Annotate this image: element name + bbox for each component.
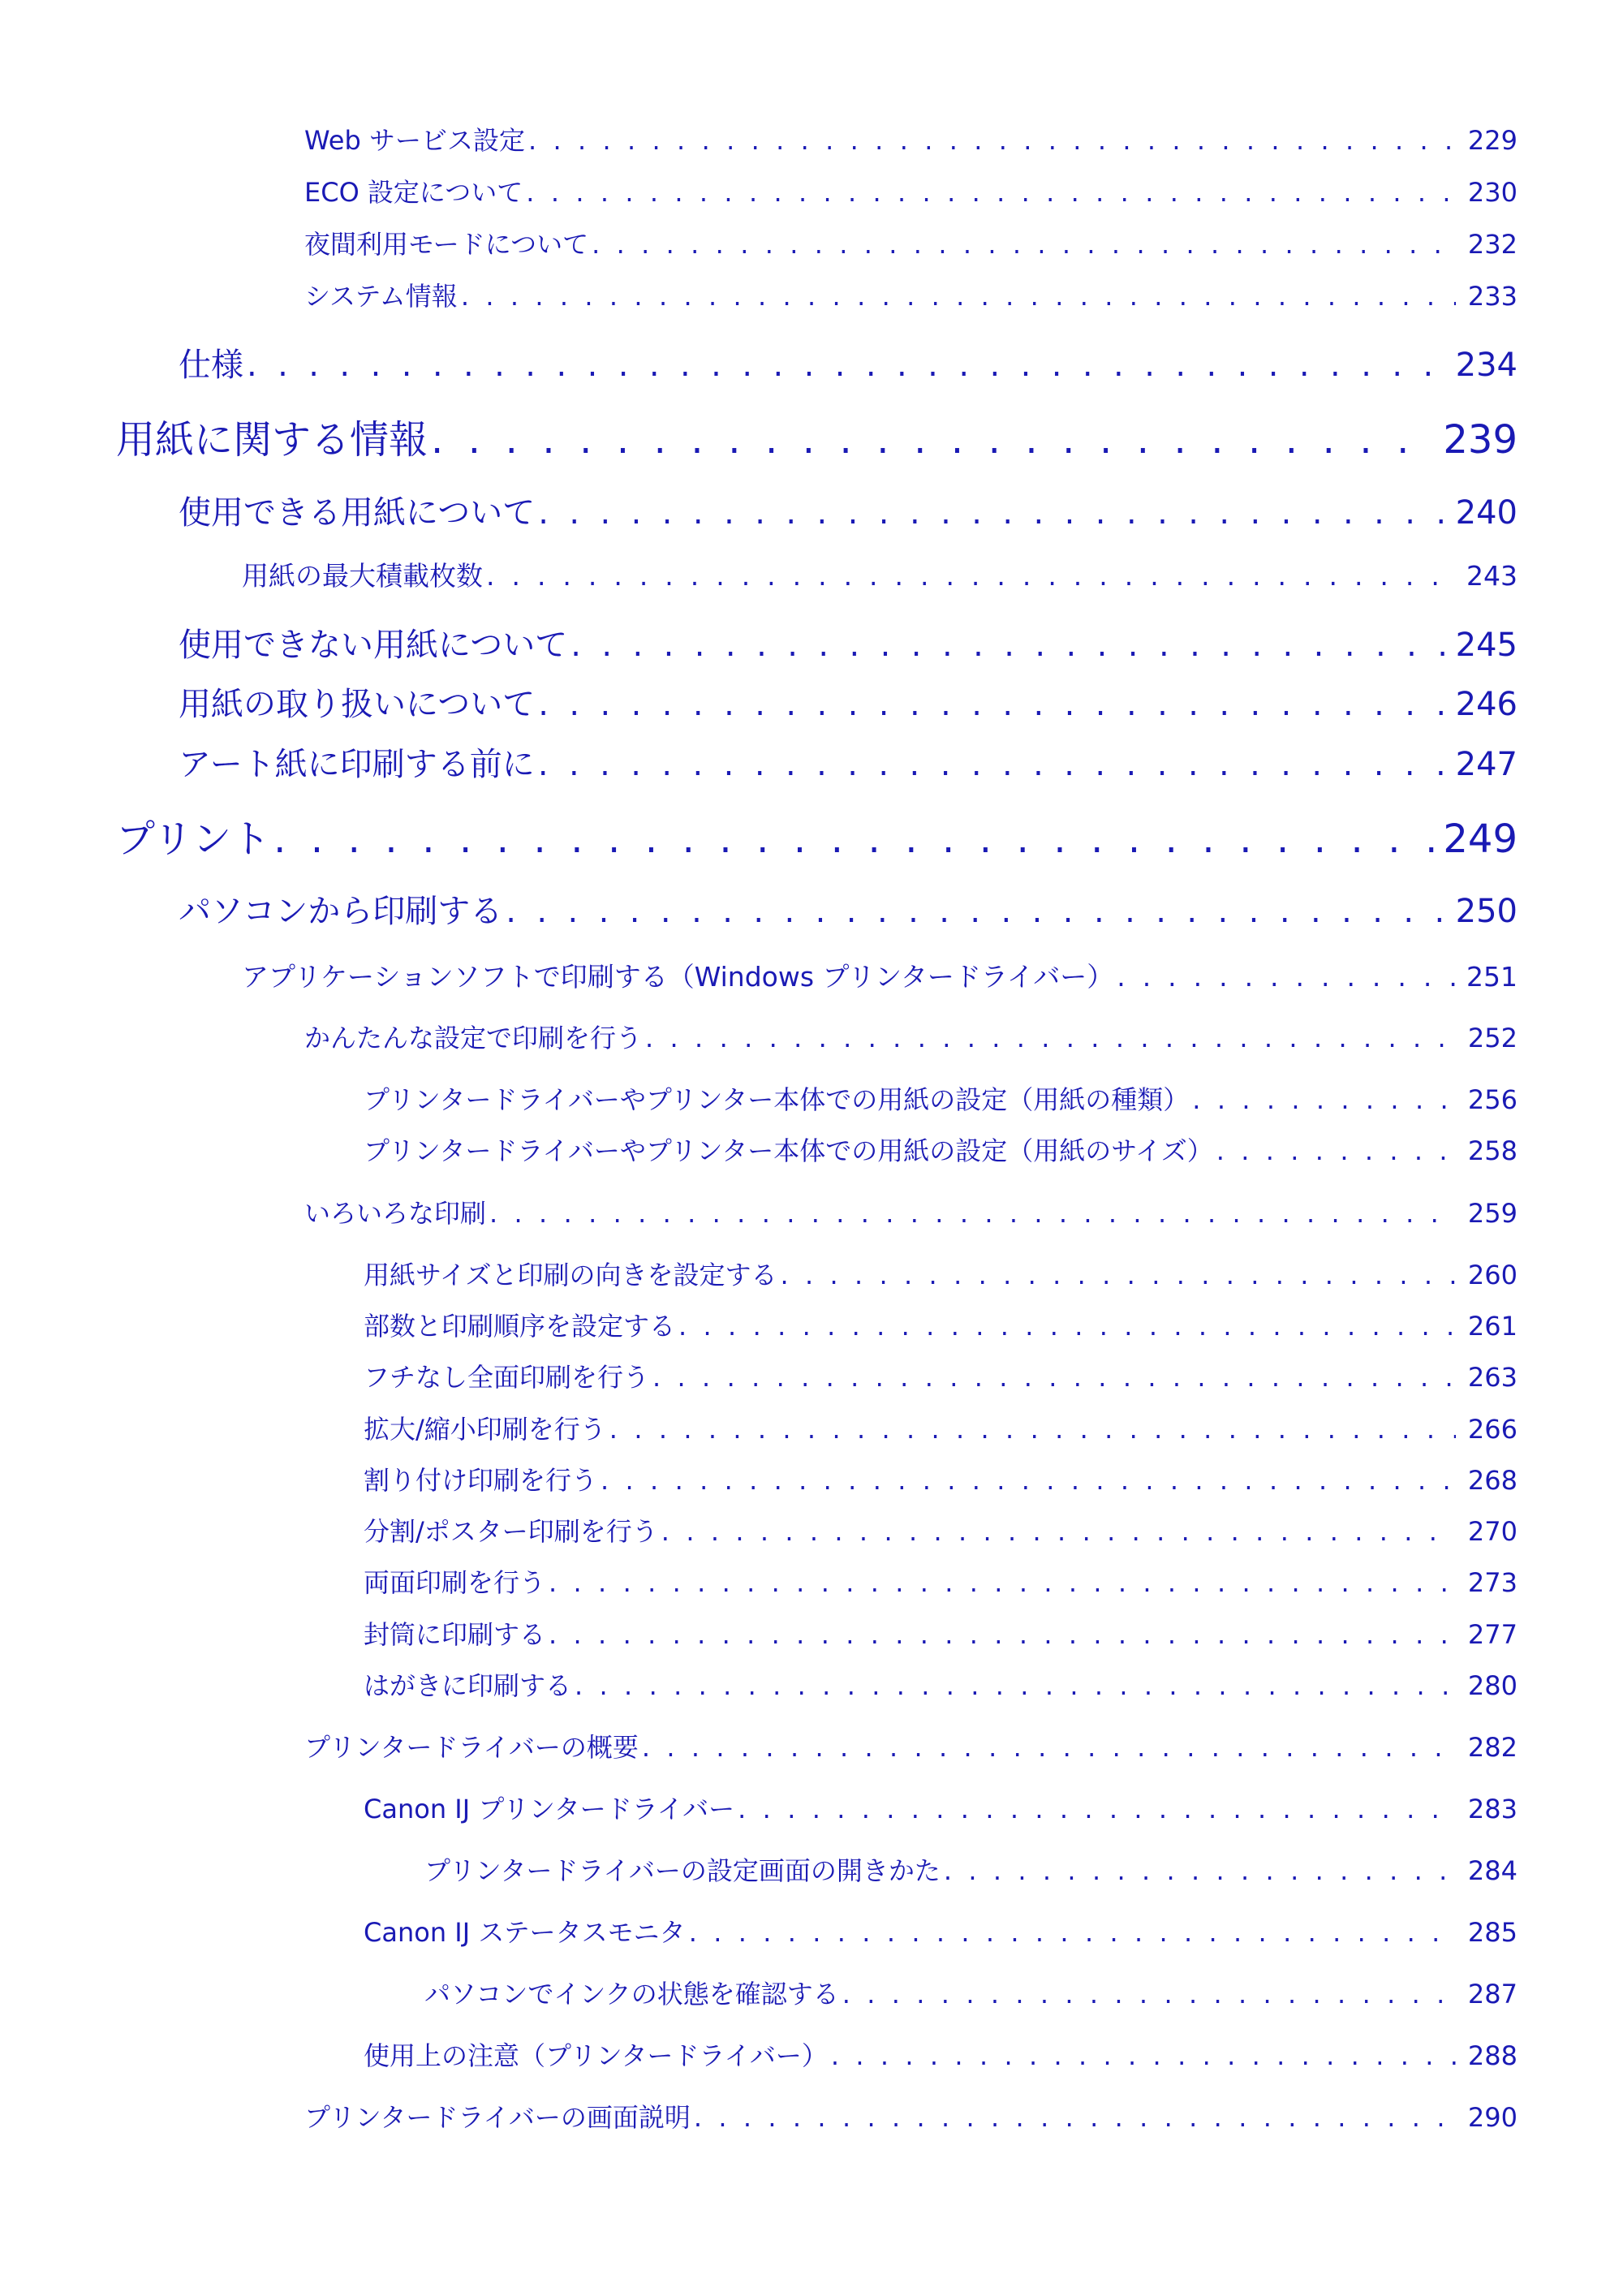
toc-entry-title: かんたんな設定で印刷を行う [304,1023,643,1053]
toc-entry-title: 使用できない用紙について [179,627,568,664]
toc-entry-specifications[interactable] [179,339,1518,386]
toc-entry-page: 277 [1467,1619,1518,1650]
dot-leader [538,494,1450,532]
toc-entry-print-from-pc[interactable] [179,885,1518,932]
toc-entry-page: 256 [1467,1084,1518,1115]
dot-leader [549,1619,1456,1650]
toc-entry-title: 分割/ポスター印刷を行う [364,1516,658,1547]
dot-leader [780,1260,1456,1290]
toc-entry-print-from-app[interactable] [242,956,1518,994]
toc-entry-page: 268 [1467,1465,1518,1496]
toc-entry-title: 用紙サイズと印刷の向きを設定する [364,1260,777,1290]
toc-entry-layout[interactable] [364,1460,1518,1497]
toc-entry-title: 部数と印刷順序を設定する [364,1311,676,1342]
toc-entry-page: 239 [1443,417,1518,463]
toc-entry-title: Web サービス設定 [304,125,525,156]
toc-entry-usable-paper[interactable] [179,487,1518,533]
dot-leader [575,1670,1456,1701]
toc-entry-canon-ij-driver[interactable] [364,1789,1518,1826]
toc-entry-scaled[interactable] [364,1409,1518,1446]
dot-leader [601,1465,1456,1496]
toc-entry-page: 240 [1455,494,1518,532]
toc-entry-check-ink-status[interactable] [424,1974,1518,2011]
toc-entry-title: システム情報 [304,281,458,312]
toc-entry-page: 287 [1467,1979,1518,2010]
toc-entry-tiling-poster[interactable] [364,1511,1518,1549]
dot-leader [431,417,1438,463]
toc-entry-title: アプリケーションソフトで印刷する（Windows プリンタードライバー） [242,961,1114,993]
dot-leader [661,1516,1456,1547]
toc-entry-page: 246 [1455,686,1518,723]
toc-entry-print[interactable] [116,808,1518,864]
toc-entry-eco-settings[interactable] [304,172,1518,209]
toc-entry-page: 288 [1467,2040,1518,2071]
toc-entry-page: 251 [1466,961,1518,993]
toc-entry-envelope[interactable] [364,1614,1518,1652]
toc-entry-easy-setup[interactable] [304,1018,1518,1055]
toc-entry-size-orientation[interactable] [364,1255,1518,1292]
dot-leader [549,1567,1456,1598]
toc-entry-title: パソコンでインクの状態を確認する [424,1979,839,2010]
dot-leader [570,627,1450,664]
dot-leader [486,560,1456,592]
toc-entry-page: 266 [1467,1414,1518,1445]
dot-leader [609,1414,1456,1445]
toc-entry-title: 仕様 [179,347,243,384]
toc-entry-title: プリンタードライバーやプリンター本体での用紙の設定（用紙の種類） [364,1084,1190,1115]
toc-entry-title: 用紙に関する情報 [116,417,428,463]
toc-entry-max-capacity[interactable] [242,555,1518,593]
toc-entry-open-setup-screen[interactable] [424,1850,1518,1888]
toc-entry-title: プリンタードライバーの設定画面の開きかた [424,1855,941,1886]
dot-leader [831,2040,1456,2071]
toc-entry-title: Canon IJ ステータスモニタ [364,1917,686,1948]
dot-leader [489,1198,1456,1229]
toc-entry-media-type-settings[interactable] [364,1079,1518,1117]
dot-leader [528,125,1456,156]
toc-entry-page: 260 [1467,1260,1518,1290]
toc-entry-status-monitor[interactable] [364,1912,1518,1949]
toc-entry-page: 249 [1443,816,1518,862]
toc-entry-page: 252 [1467,1023,1518,1053]
toc-entry-title: 両面印刷を行う [364,1567,546,1598]
toc-entry-title: 封筒に印刷する [364,1619,546,1650]
toc-entry-title: 用紙の最大積載枚数 [242,560,483,592]
toc-entry-page: 258 [1467,1135,1518,1166]
toc-entry-title: 使用上の注意（プリンタードライバー） [364,2040,828,2071]
toc-entry-postcard[interactable] [364,1665,1518,1703]
dot-leader [689,1917,1456,1948]
toc-entry-system-info[interactable] [304,276,1518,313]
toc-entry-page: 282 [1467,1732,1518,1763]
dot-leader [694,2102,1456,2133]
toc-entry-duplex[interactable] [364,1562,1518,1600]
toc-entry-art-paper[interactable] [179,739,1518,785]
toc-entry-page: 280 [1467,1670,1518,1701]
toc-entry-title: 使用できる用紙について [179,494,536,532]
toc-entry-page: 283 [1467,1794,1518,1824]
dot-leader [592,229,1456,260]
toc-entry-page: 259 [1467,1198,1518,1229]
toc-entry-title: プリンタードライバーの画面説明 [304,2102,691,2133]
toc-entry-title: 割り付け印刷を行う [364,1465,598,1496]
toc-entry-title: アート紙に印刷する前に [179,746,535,783]
dot-leader [538,746,1451,783]
dot-leader [678,1311,1456,1342]
toc-entry-page: 230 [1467,177,1518,208]
toc-entry-title: 用紙の取り扱いについて [179,686,536,723]
dot-leader [526,177,1456,208]
dot-leader [461,281,1456,312]
toc-entry-page: 284 [1467,1855,1518,1886]
dot-leader [1192,1084,1456,1115]
toc-entry-page: 285 [1467,1917,1518,1948]
toc-entry-title: 拡大/縮小印刷を行う [364,1414,606,1445]
toc-entry-usage-notes[interactable] [364,2035,1518,2073]
toc-entry-driver-screen-description[interactable] [304,2097,1518,2134]
toc-entry-page: 290 [1467,2102,1518,2133]
toc-entry-page: 261 [1467,1311,1518,1342]
dot-leader [538,686,1450,723]
toc-entry-page: 270 [1467,1516,1518,1547]
toc-entry-page: 243 [1466,560,1518,592]
dot-leader [506,893,1450,930]
dot-leader [738,1794,1456,1824]
dot-leader [1117,961,1456,993]
dot-leader [944,1855,1456,1886]
toc-entry-title: プリンタードライバーの概要 [304,1732,639,1763]
toc-entry-title: はがきに印刷する [364,1670,572,1701]
dot-leader [273,816,1438,862]
toc-entry-title: Canon IJ プリンタードライバー [364,1794,735,1824]
toc-entry-unusable-paper[interactable] [179,619,1518,666]
toc-entry-title: フチなし全面印刷を行う [364,1362,650,1393]
toc-entry-title: プリント [116,816,271,862]
toc-entry-page: 233 [1467,281,1518,312]
dot-leader [247,347,1451,384]
toc-entry-page: 229 [1467,125,1518,156]
toc-entry-page: 250 [1455,893,1518,930]
toc-entry-title: 夜間利用モードについて [304,229,589,260]
toc-entry-various-printing[interactable] [304,1193,1518,1230]
dot-leader [652,1362,1456,1393]
toc-entry-title: パソコンから印刷する [179,893,503,930]
dot-leader [645,1023,1456,1053]
toc-entry-paper-info[interactable] [116,408,1518,464]
toc-entry-title: ECO 設定について [304,177,523,208]
toc-entry-web-service-settings[interactable] [304,120,1518,157]
toc-entry-page: 247 [1455,746,1518,783]
toc-entry-driver-overview[interactable] [304,1727,1518,1764]
toc-entry-page: 245 [1455,627,1518,664]
toc-entry-page: 234 [1455,347,1518,384]
toc-entry-page: 273 [1467,1567,1518,1598]
dot-leader [842,1979,1456,2010]
toc-entry-page: 263 [1467,1362,1518,1393]
toc-entry-copies-order[interactable] [364,1306,1518,1343]
toc-entry-title: プリンタードライバーやプリンター本体での用紙の設定（用紙のサイズ） [364,1135,1213,1166]
toc-entry-paper-handling[interactable] [179,678,1518,725]
toc-entry-title: いろいろな印刷 [304,1198,487,1229]
toc-entry-night-mode[interactable] [304,224,1518,261]
toc-entry-borderless[interactable] [364,1357,1518,1394]
toc-entry-paper-size-settings[interactable] [364,1131,1518,1168]
dot-leader [642,1732,1456,1763]
dot-leader [1216,1135,1456,1166]
toc-entry-page: 232 [1467,229,1518,260]
